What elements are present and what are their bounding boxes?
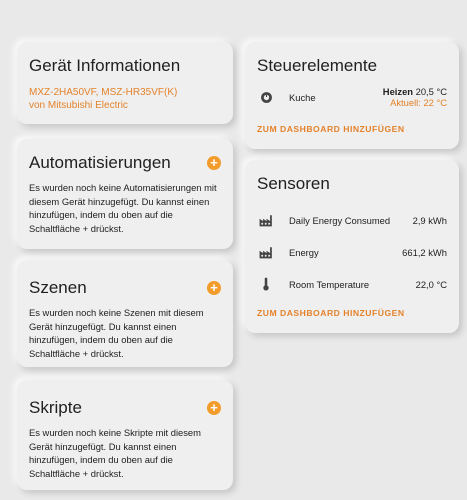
sensor-value: 661,2 kWh: [402, 246, 447, 258]
sensor-row-daily-energy[interactable]: [257, 204, 447, 236]
sensor-value: 2,9 kWh: [412, 214, 447, 226]
thermostat-state: [383, 86, 447, 108]
scripts-empty-text: Es wurden noch keine Skripte mit diesem Gerät hinzugefügt. Du kannst einen hinzufügen, indem du oben auf die Schaltfläche + drückst.: [29, 427, 201, 479]
scenes-empty-text: Es wurden noch keine Szenen mit diesem Gerät hinzugefügt. Du kannst einen hinzufügen, indem du oben auf die Schaltfläche + drückst.: [29, 307, 204, 359]
sensors-add-to-dashboard-button[interactable]: ZUM DASHBOARD HINZUFÜGEN: [257, 308, 405, 318]
sensor-name: Room Temperature: [289, 278, 370, 290]
factory-icon: [259, 245, 273, 259]
thermostat-row[interactable]: [257, 82, 447, 112]
hvac-mode-label: Heizen: [382, 86, 414, 97]
scripts-header: [29, 398, 221, 418]
thermostat-icon: [259, 90, 273, 104]
device-manufacturer-link[interactable]: von Mitsubishi Electric: [29, 100, 128, 111]
automations-empty-text: Es wurden noch keine Automatisierungen mit diesem Gerät hinzugefügt. Du kannst einen hinzufügen, indem du oben auf die Schaltfläche + drückst.: [29, 182, 217, 234]
sensor-row-room-temperature[interactable]: [257, 268, 447, 300]
automations-header: [29, 153, 221, 173]
scenes-title: Szenen: [29, 278, 87, 297]
add-automation-button[interactable]: +: [207, 156, 221, 170]
factory-icon: [259, 213, 273, 227]
sensor-value: 22,0 °C: [415, 278, 447, 290]
controls-card: [245, 42, 459, 149]
sensor-name: Energy: [289, 246, 319, 258]
thermometer-icon: [259, 277, 273, 291]
automations-card: [17, 139, 233, 249]
sensor-row-energy[interactable]: [257, 236, 447, 268]
scenes-card: [17, 260, 233, 367]
target-temperature: 20,5 °C: [415, 86, 447, 97]
scenes-header: [29, 278, 221, 298]
controls-title: Steuerelemente: [257, 56, 378, 75]
device-model-link[interactable]: MXZ-2HA50VF, MSZ-HR35VF(K): [29, 87, 178, 98]
scripts-title: Skripte: [29, 398, 82, 417]
add-scene-button[interactable]: +: [207, 281, 221, 295]
scripts-card: [17, 380, 233, 490]
controls-add-to-dashboard-button[interactable]: ZUM DASHBOARD HINZUFÜGEN: [257, 124, 405, 134]
sensor-name: Daily Energy Consumed: [289, 214, 391, 226]
device-info-card: [17, 42, 233, 124]
automations-title: Automatisierungen: [29, 153, 171, 172]
device-info-title: Gerät Informationen: [29, 56, 181, 75]
add-script-button[interactable]: +: [207, 401, 221, 415]
sensors-card: [245, 160, 459, 333]
current-temperature: Aktuell: 22 °C: [390, 97, 447, 108]
thermostat-name: Kuche: [289, 91, 316, 103]
sensors-title: Sensoren: [257, 174, 330, 193]
